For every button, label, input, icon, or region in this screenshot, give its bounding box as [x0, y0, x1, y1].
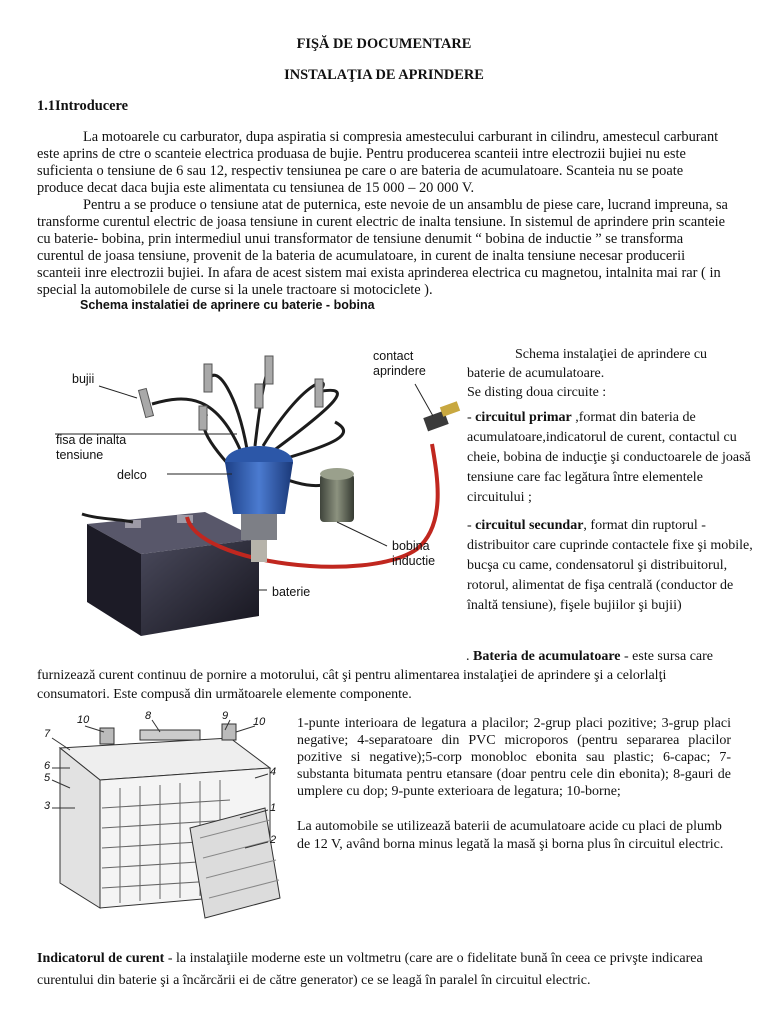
circuits-intro: Se disting doua circuite :: [467, 385, 607, 400]
battery-paragraph: [37, 647, 731, 704]
ignition-system-figure: [37, 334, 467, 644]
fig2-label-1: 1: [270, 802, 277, 814]
fig2-label-10a: 10: [77, 714, 90, 726]
fig2-label-4: 4: [270, 766, 277, 778]
secondary-circuit-text: , format din ruptorul - distribuitor care cuprinde contactele fixe şi mobile, bucşa cu came, condensatorul şi distribuitorul, rotorul, alimentat de fişa centrală (conductor de înaltă tensiune), fişele bujiilor şi bujii): [467, 518, 753, 613]
schema-description: [467, 345, 761, 402]
battery-usage-note: La automobile se utilizează baterii de acumulatoare acide cu placi de plumb de 12 V, având borna minus legată la masă şi borna plus în circuitul electric.: [297, 819, 724, 852]
label-inductie: inductie: [392, 554, 436, 568]
primary-circuit-term: circuitul primar: [475, 410, 572, 425]
fig2-label-6: 6: [44, 760, 51, 772]
schema-description-line1: Schema instalaţiei de aprindere cu: [515, 347, 708, 362]
secondary-circuit-term: circuitul secundar: [475, 518, 584, 533]
schema-description-line2: baterie de acumulatoare.: [467, 366, 605, 381]
battery-components-legend: 1-punte interioara de legatura a placilor; 2-grup placi pozitive; 3-grup placi negative; 4-separatoare din PVC microporos (pentru separarea placilor pozitive si negative);5-corp monobloc ebonita sau plastic; 6-capac; 7-substanta bitumata pentru etansare (doar pentru cele din ebonita); 8-gauri de umplere cu dop; 9-punte exterioara de legatura; 10-borne;: [297, 716, 731, 799]
section-heading: 1.1Introducere: [37, 98, 129, 114]
document-title: FIŞĂ DE DOCUMENTARE: [296, 36, 472, 52]
primary-circuit-dash: -: [467, 410, 476, 425]
battery-paragraph-lead: .: [466, 649, 473, 664]
label-aprindere: aprindere: [373, 364, 426, 378]
fig2-label-5: 5: [44, 772, 51, 784]
label-tensiune: tensiune: [56, 448, 104, 462]
schema-heading: Schema instalatiei de aprinere cu baterie - bobina: [80, 298, 375, 312]
battery-paragraph-text: - este sursa care furnizează curent continuu de pornire a motorului, cât şi pentru alimentarea instalaţiei de aprindere şi a celorlalţi consumatori. Este compusă din următoarele elemente componente.: [37, 649, 714, 702]
label-baterie: baterie: [272, 585, 311, 599]
fig2-label-9: 9: [222, 710, 229, 722]
indicator-paragraph: [37, 948, 731, 992]
indicator-text: - la instalaţiile moderne este un voltmetru (care are o fidelitate bună în ceea ce privşte indicarea curentului din baterie şi a încărcării ei de către generator) ce se leagă în paralel în circuitul electric.: [37, 951, 703, 988]
fig2-label-8: 8: [145, 710, 152, 722]
label-contact: contact: [373, 349, 414, 363]
intro-paragraph-2: Pentru a se produce o tensiune atat de puternica, este nevoie de un ansamblu de piese care, lucrand impreuna, sa transforme curentul electric de joasa tensiune in curent electric de inalta tensiune. In sistemul de aprindere prin scanteie cu baterie- bobina, prin intermediul unui transformator de tensiune denumit “ bobina de inductie ” se transforma curentul de joasa tensiune, provenit de la bateria de acumulatoare, in curent de inalta tensiune necesar producerii scanteii inre electrozii bujiei. In afara de acest sistem mai exista aprinderea electrica cu magnetou, intalnita mai rar ( in special la automobilele de curse si la unele tractoare si motociclete ).: [37, 197, 728, 298]
indicator-term: Indicatorul de curent: [37, 951, 165, 966]
label-bujii: bujii: [72, 372, 95, 386]
primary-circuit-paragraph: [467, 408, 761, 508]
battery-drawing: [87, 512, 259, 636]
label-bobina: bobina: [392, 539, 430, 553]
label-delco: delco: [117, 468, 147, 482]
fig2-label-7: 7: [44, 728, 51, 740]
coil-drawing: [320, 468, 354, 522]
secondary-circuit-dash: -: [467, 518, 476, 533]
ignition-key-drawing: [423, 401, 460, 431]
fig2-label-10b: 10: [253, 716, 266, 728]
intro-paragraph-1: La motoarele cu carburator, dupa aspiratia si compresia amestecului carburant in cilindru, amestecul carburant este aprins de ctre o scanteie electrica produasa de bujie. Pentru producerea scanteii intre electrozii bujiei nu este suficienta o tensiune de 6 sau 12, respectiv tensiunea pe care o are bateria de acumulatoare. Scanteia nu se poate produce decat daca bujia este alimentata cu tensiunea de 15 000 – 20 000 V.: [37, 129, 719, 196]
document-subtitle: INSTALAŢIA DE APRINDERE: [284, 67, 484, 83]
battery-cutaway-figure: [30, 708, 288, 924]
battery-term: Bateria de acumulatoare: [473, 649, 621, 664]
primary-circuit-text: ,format din bateria de acumulatoare,indicatorul de curent, contactul cu cheie, bobina de inducţie şi conductoarele de joasă tensiune care fac legătura între elementele circuitului ;: [467, 410, 751, 505]
fig2-label-3: 3: [44, 800, 51, 812]
secondary-circuit-paragraph: [467, 516, 761, 616]
fig2-label-2: 2: [270, 834, 277, 846]
label-fisa: fisa de inalta: [56, 433, 127, 447]
